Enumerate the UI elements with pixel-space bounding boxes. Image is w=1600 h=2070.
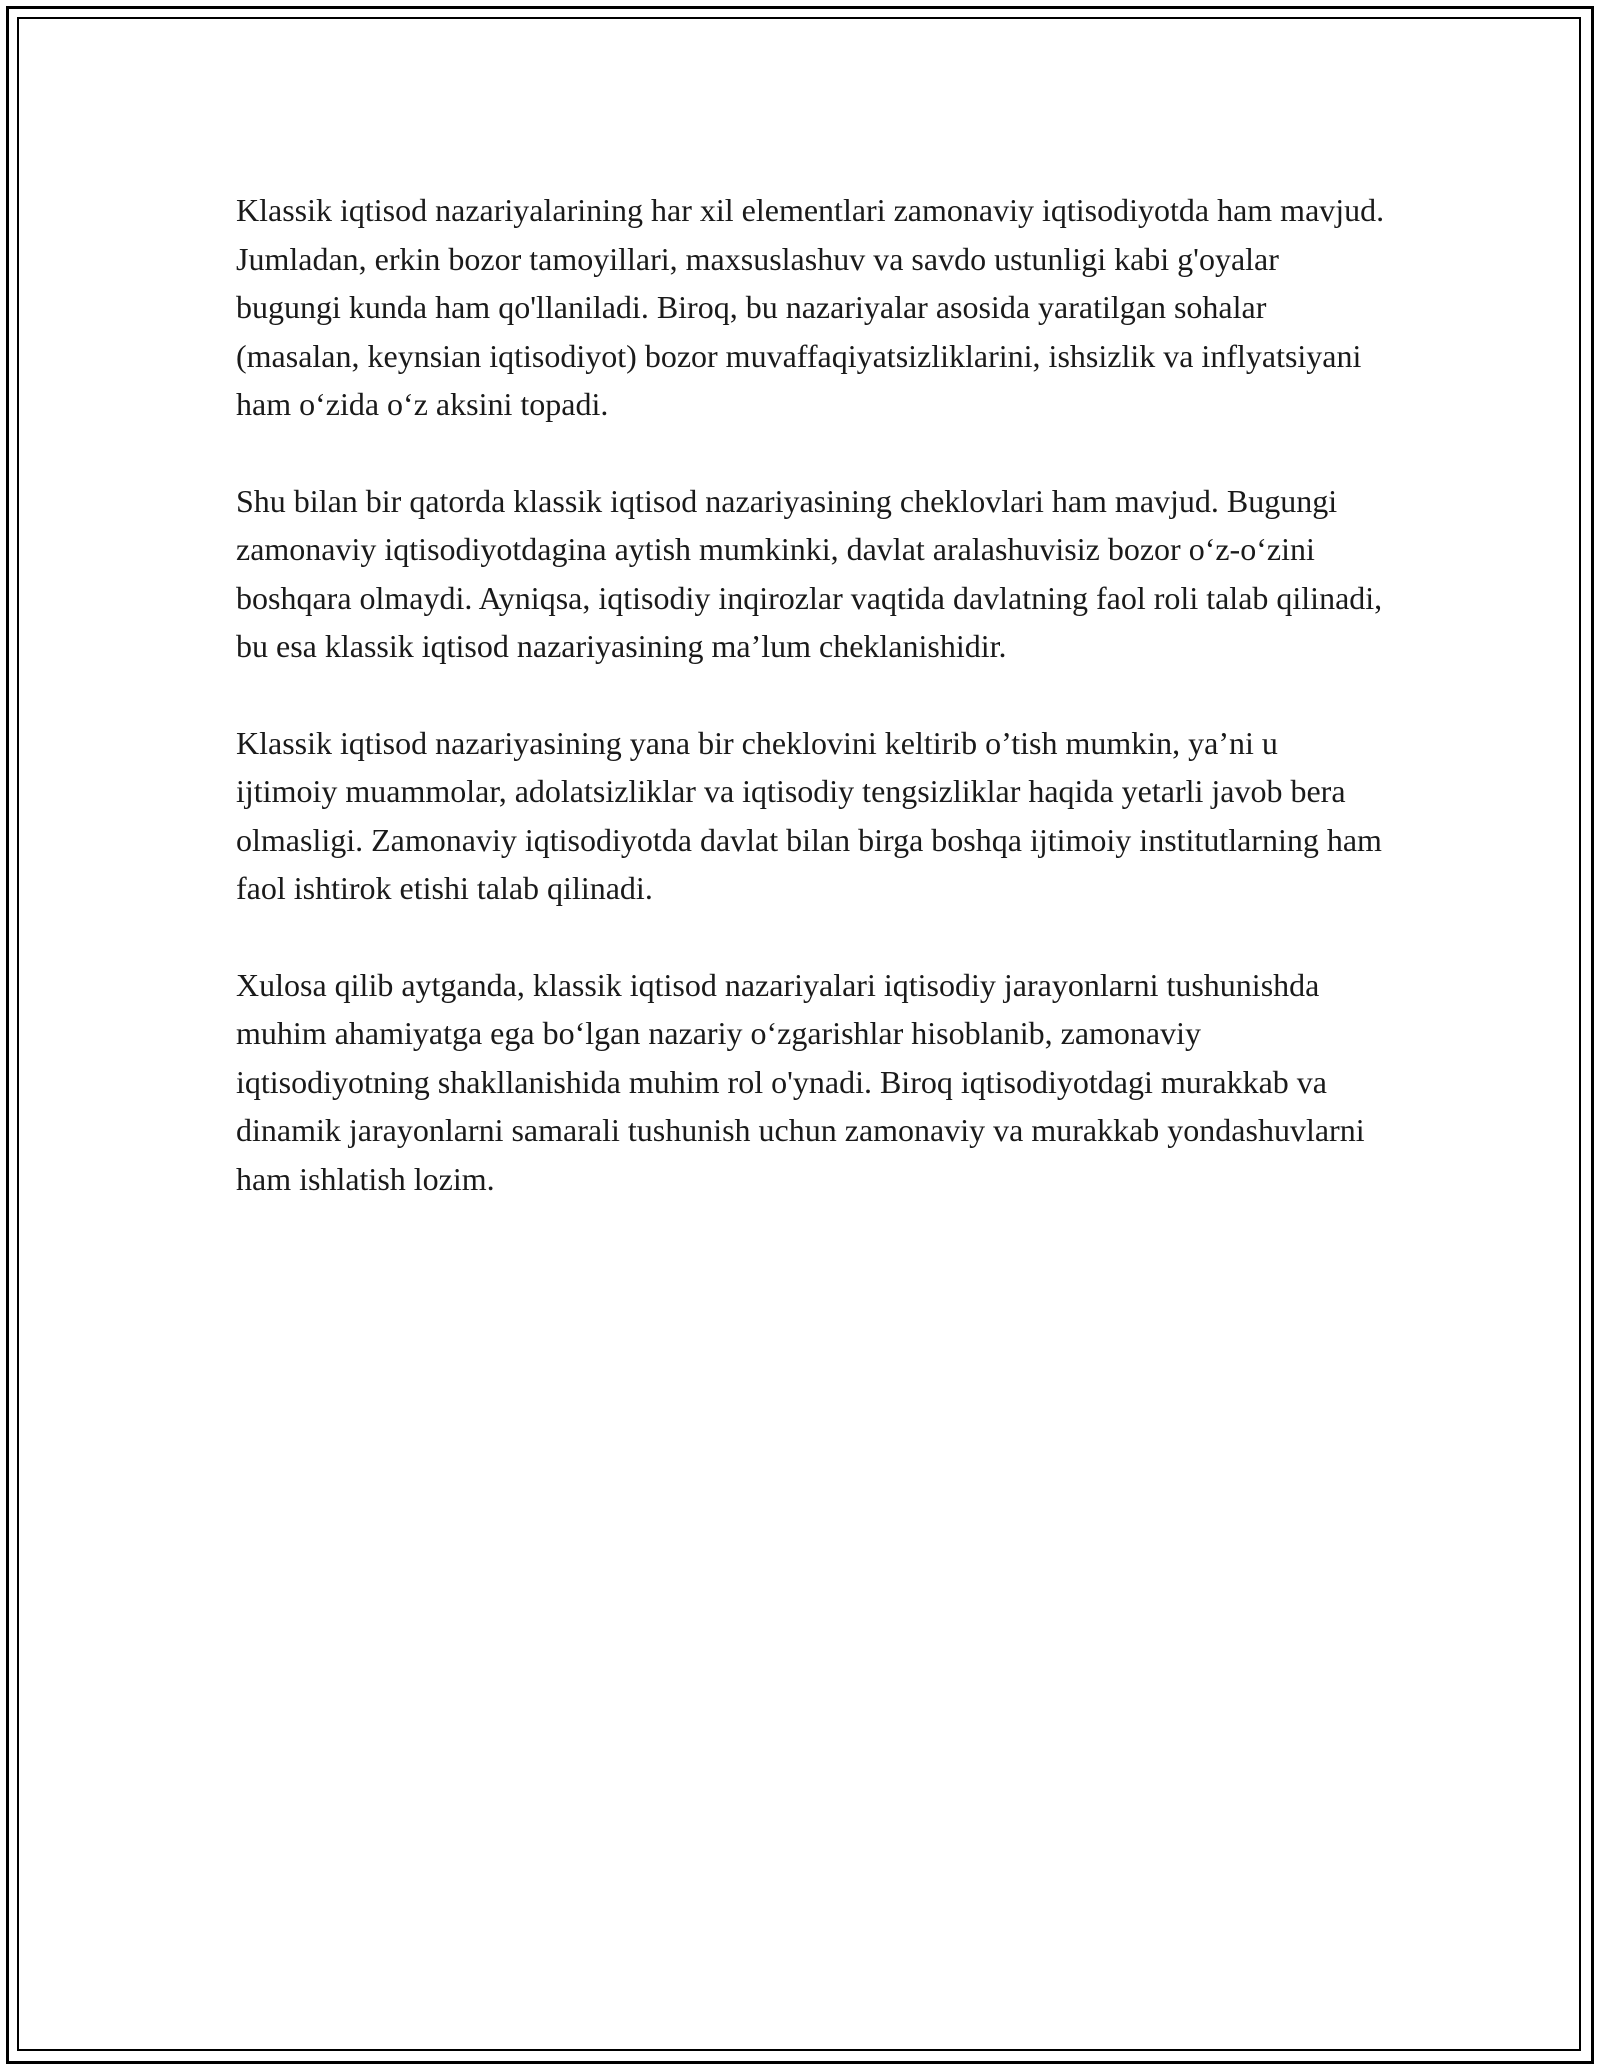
document-body: [236, 186, 1386, 1203]
paragraph-1: Klassik iqtisod nazariyalarining har xil elementlari zamonaviy iqtisodiyotda ham mavjud. Jumladan, erkin bozor tamoyillari, maxsuslashuv va savdo ustunligi kabi g'oyalar bugungi kunda ham qo'llaniladi. Biroq, bu nazariyalar asosida yaratilgan sohalar (masalan, keynsian iqtisodiyot) bozor muvaffaqiyatsizliklarini, ishsizlik va inflyatsiyani ham o‘zida o‘z aksini topadi.: [236, 192, 1385, 422]
paragraph-4: Xulosa qilib aytganda, klassik iqtisod nazariyalari iqtisodiy jarayonlarni tushunishda muhim ahamiyatga ega bo‘lgan nazariy o‘zgarishlar hisoblanib, zamonaviy iqtisodiyotning shakllanishida muhim rol o'ynadi. Biroq iqtisodiyotdagi murakkab va dinamik jarayonlarni samarali tushunish uchun zamonaviy va murakkab yondashuvlarni ham ishlatish lozim.: [236, 966, 1365, 1197]
paragraph-3: Klassik iqtisod nazariyasining yana bir cheklovini keltirib o’tish mumkin, ya’ni u ijtimoiy muammolar, adolatsizliklar va iqtisodiy tengsizliklar haqida yetarli javob bera olmasligi. Zamonaviy iqtisodiyotda davlat bilan birga boshqa ijtimoiy institutlarning ham faol ishtirok etishi talab qilinadi.: [236, 724, 1382, 906]
paragraph-2: Shu bilan bir qatorda klassik iqtisod nazariyasining cheklovlari ham mavjud. Bugungi zamonaviy iqtisodiyotdagina aytish mumkinki, davlat aralashuvisiz bozor o‘z-o‘zini boshqara olmaydi. Ayniqsa, iqtisodiy inqirozlar vaqtida davlatning faol roli talab qilinadi, bu esa klassik iqtisod nazariyasining ma’lum cheklanishidir.: [236, 482, 1383, 664]
